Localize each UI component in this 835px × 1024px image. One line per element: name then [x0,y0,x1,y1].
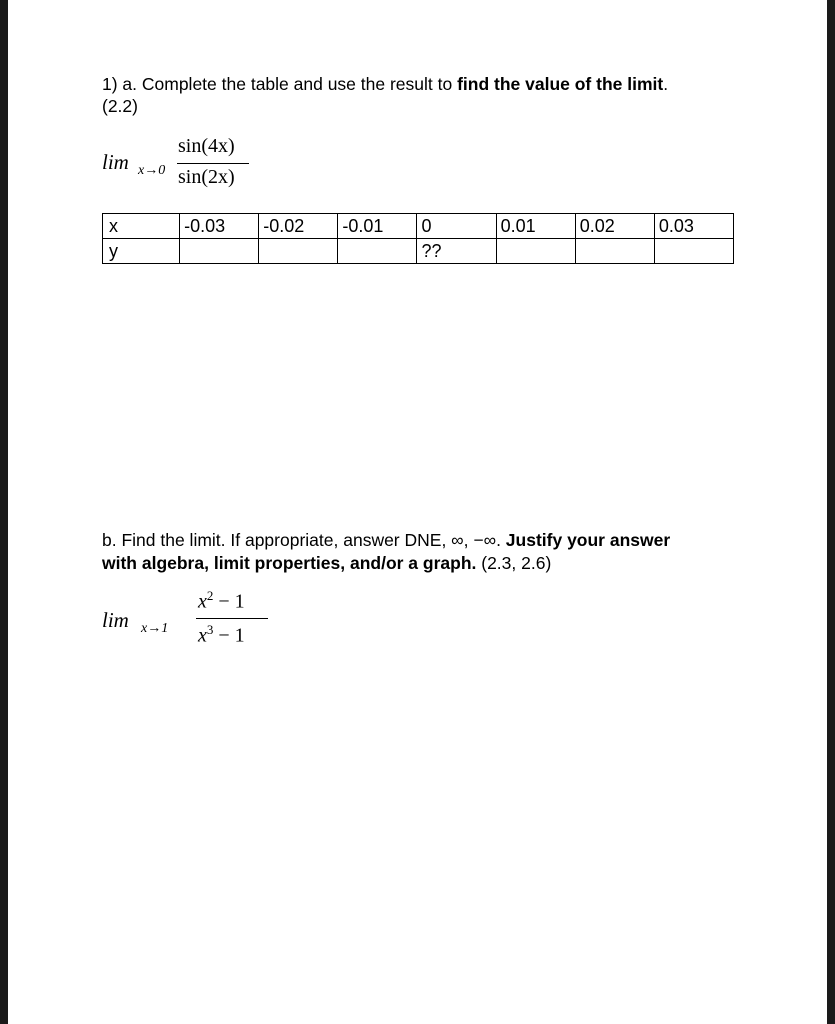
table-cell-x: 0 [417,214,496,239]
question-1a-bold: find the value of the limit [457,74,664,94]
question-1a-suffix: . [663,74,669,94]
table-cell-x: -0.02 [259,214,338,239]
table-row-x [103,214,734,239]
table-cell-y[interactable] [180,239,259,264]
fraction-numerator-b [198,588,245,614]
numerator-rest-b: − 1 [213,590,245,613]
table-cell-y[interactable] [575,239,654,264]
question-1b-prefix: b. Find the limit. If appropriate, answer DNE, ∞, −∞. [102,530,506,550]
table-cell-x: -0.01 [338,214,417,239]
lim-subscript-b: x→1 [141,621,169,636]
question-1a-prefix: 1) a. Complete the table and use the result to [102,74,458,94]
table-cell-y[interactable] [654,239,733,264]
question-1b-text [102,529,670,551]
table-cell-x: -0.03 [180,214,259,239]
question-1a-section-ref: (2.2) [102,96,138,116]
table-cell-x: 0.01 [496,214,575,239]
lim-label-b: lim [102,608,129,632]
denominator-text-a: sin(2x) [178,166,235,188]
document-page [8,0,827,1024]
numerator-exponent-b: 2 [206,588,214,603]
denominator-variable-b: x [198,624,207,647]
question-1b-text-line2 [102,552,551,574]
fraction-denominator-b [198,622,245,648]
values-table [102,213,734,264]
question-1b-bold-line2: with algebra, limit properties, and/or a graph. [102,553,477,573]
table-row-label-y: y [103,239,180,264]
numerator-text-a: sin(4x) [178,135,235,157]
denominator-rest-b: − 1 [213,624,245,647]
table-cell-y[interactable] [259,239,338,264]
table-cell-y[interactable] [338,239,417,264]
lim-label-a: lim [102,150,129,174]
table-row-label-x: x [103,214,180,239]
table-row-y [103,239,734,264]
fraction-bar-b [196,618,268,619]
question-1b-bold: Justify your answer [505,530,671,550]
denominator-exponent-b: 3 [206,622,214,637]
numerator-variable-b: x [198,590,207,613]
fraction-numerator-a [178,135,235,158]
lim-subscript-a: x→0 [138,163,166,178]
table-cell-y: ?? [417,239,496,264]
table-cell-x: 0.03 [654,214,733,239]
fraction-denominator-a [178,166,235,189]
question-1b-section-ref: (2.3, 2.6) [476,553,552,573]
table-cell-x: 0.02 [575,214,654,239]
table-cell-y[interactable] [496,239,575,264]
question-1a-text [102,73,668,95]
fraction-bar-a [177,163,249,164]
